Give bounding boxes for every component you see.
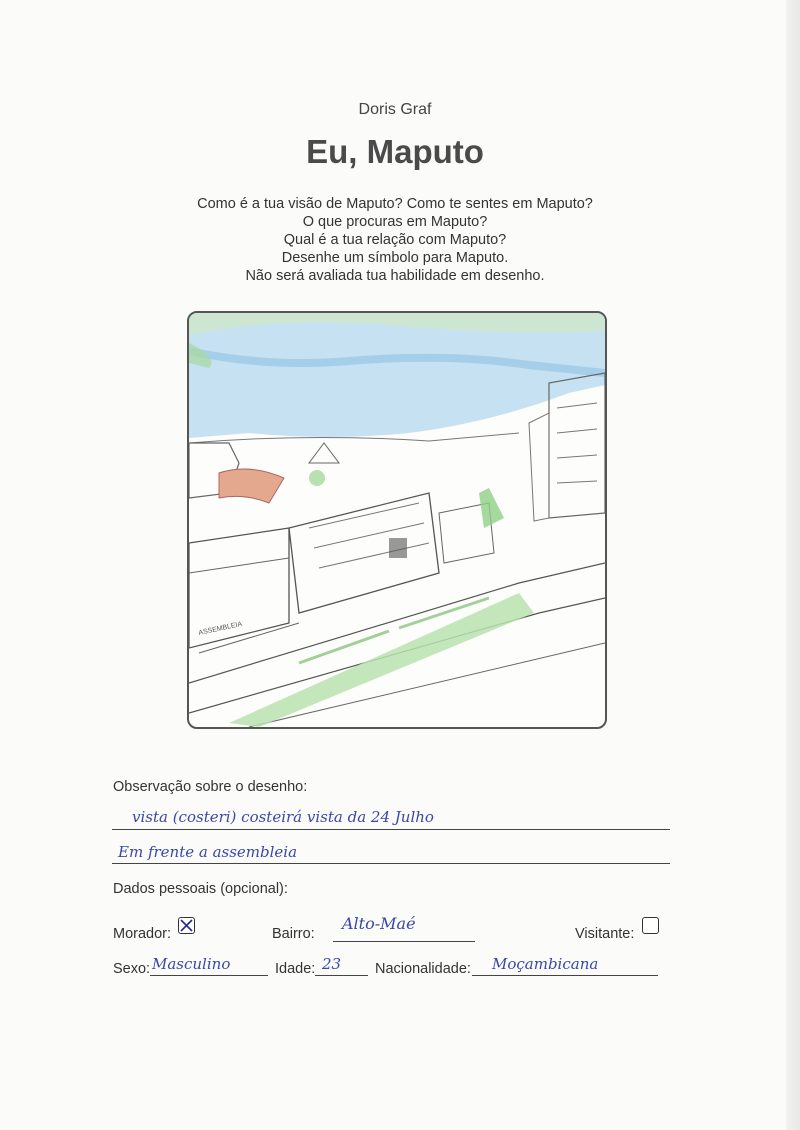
resident-label: Morador: [113, 926, 172, 942]
resident-checkbox[interactable] [178, 917, 195, 934]
x-mark-icon [179, 918, 194, 933]
age-value: 23 [322, 955, 342, 973]
nationality-label: Nacionalidade: [375, 961, 471, 977]
drawing-frame [187, 311, 607, 729]
observation-rule-1 [112, 829, 670, 830]
question-line: Como é a tua visão de Maputo? Como te sentes em Maputo? [197, 196, 593, 212]
age-label: Idade: [275, 961, 316, 977]
question-line: O que procuras em Maputo? [302, 214, 488, 230]
question-line: Qual é a tua relação com Maputo? [283, 232, 507, 248]
sex-value: Masculino [152, 955, 231, 973]
observation-label: Observação sobre o desenho: [113, 779, 308, 795]
visitor-label: Visitante: [575, 926, 635, 942]
visitor-checkbox[interactable] [642, 917, 659, 934]
sex-rule [150, 975, 268, 976]
neighborhood-rule [333, 941, 475, 942]
question-line: Desenhe um símbolo para Maputo. [281, 250, 509, 266]
observation-line-2: Em frente a assembleia [118, 843, 298, 861]
question-block [0, 195, 790, 285]
city-sketch [189, 313, 605, 727]
nationality-value: Moçambicana [492, 955, 599, 973]
personal-data-label: Dados pessoais (opcional): [113, 881, 288, 897]
age-rule [315, 975, 368, 976]
author-name: Doris Graf [358, 101, 432, 118]
neighborhood-value: Alto-Maé [342, 914, 416, 933]
neighborhood-label: Bairro: [272, 926, 315, 942]
sex-label: Sexo: [113, 961, 151, 977]
observation-line-1: vista (costeri) costeirá vista da 24 Julho [132, 808, 434, 826]
building-sign: ASSEMBLEIA [197, 620, 243, 637]
observation-rule-2 [112, 863, 670, 864]
question-line: Não será avaliada tua habilidade em desenho. [245, 268, 545, 284]
nationality-rule [472, 975, 658, 976]
page-title: Eu, Maputo [306, 133, 484, 170]
